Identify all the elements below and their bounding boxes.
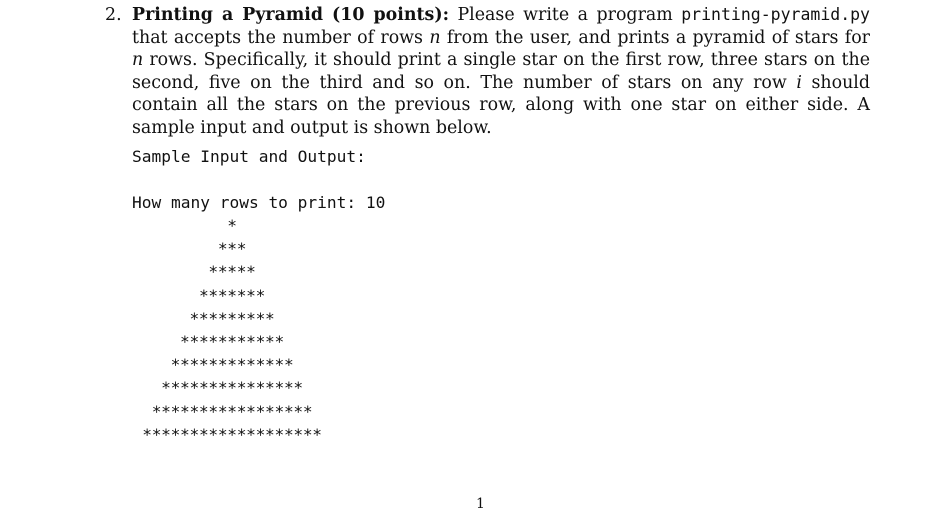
problem-text-3: from the user, and prints a pyramid of stars for	[440, 27, 870, 48]
variable-n: n	[429, 27, 441, 48]
pyramid-row: *	[227, 216, 237, 235]
page-number: 1	[476, 496, 485, 512]
pyramid-row: *****************	[151, 401, 313, 421]
problem-statement	[105, 4, 870, 140]
variable-i: i	[796, 72, 802, 93]
problem-text-2: that accepts the number of rows	[132, 27, 430, 48]
pyramid-row: *******	[198, 285, 266, 305]
pyramid-row: ***************	[161, 378, 303, 398]
sample-prompt: How many rows to print: 10	[132, 193, 386, 212]
star-pyramid	[132, 214, 332, 446]
problem-text-4: rows. Specifically, it should print a single star on the first row, three stars on the second, five on the third and so on. The number of stars on any row	[132, 50, 870, 93]
pyramid-row: ***	[217, 239, 247, 259]
problem-text-1: Please write a program	[448, 5, 682, 25]
pyramid-row: *************	[170, 355, 294, 375]
problem-text-5: should contain all the stars on the previous row, along with one star on either side. A sample input and output is shown below.	[132, 72, 870, 138]
program-filename: printing-pyramid.py	[681, 5, 870, 24]
problem-title: Printing a Pyramid (10 points):	[132, 5, 449, 25]
problem-number: 2.	[105, 5, 122, 25]
pyramid-row: ***********	[180, 331, 284, 351]
pyramid-row: *******************	[142, 424, 322, 444]
problem-body	[132, 4, 870, 140]
pyramid-row: *****	[208, 262, 256, 282]
pyramid-row: *********	[189, 308, 275, 328]
variable-n-second: n	[132, 50, 144, 71]
sample-label: Sample Input and Output:	[132, 147, 366, 166]
